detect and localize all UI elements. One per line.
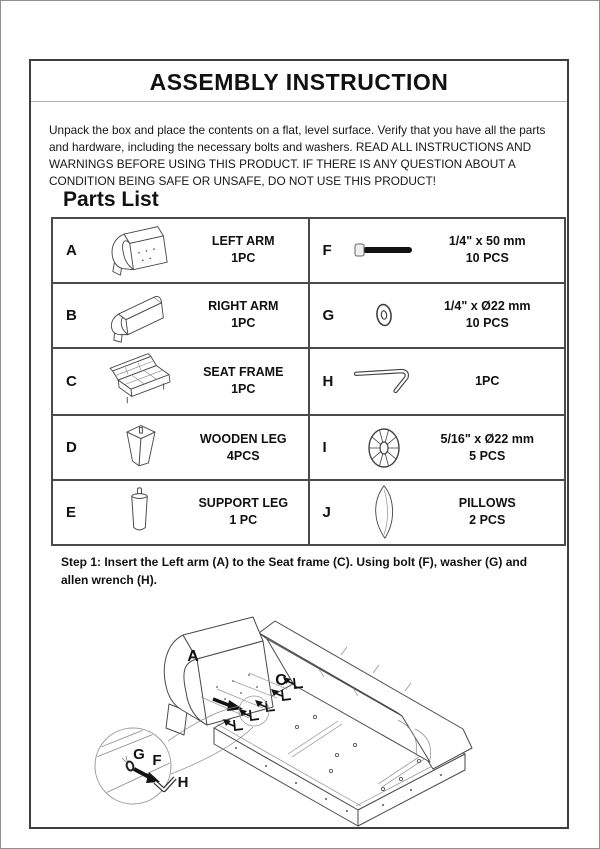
part-cell-f <box>310 219 565 282</box>
part-letter: B <box>66 306 77 324</box>
page-frame <box>29 59 569 829</box>
part-letter: G <box>322 306 335 324</box>
part-name: RIGHT ARM <box>208 299 279 314</box>
spoked-washer-icon <box>349 421 419 475</box>
part-letter: F <box>322 241 332 259</box>
part-qty: 1PC <box>231 382 256 397</box>
part-cell-g <box>310 284 565 347</box>
part-cell-a <box>53 219 308 282</box>
page-title: ASSEMBLY INSTRUCTION <box>31 61 567 102</box>
part-cell-j <box>310 481 565 544</box>
diagram-label-g: G <box>133 746 145 763</box>
part-cell-h <box>310 349 565 414</box>
part-letter: H <box>322 372 334 390</box>
bolt-icon <box>349 237 419 263</box>
diagram-label-h: H <box>177 774 189 791</box>
support-leg-icon <box>92 483 187 541</box>
part-qty: 10 PCS <box>465 251 509 266</box>
part-letter: D <box>66 439 77 456</box>
part-letter: C <box>66 372 77 390</box>
left-arm-icon <box>92 221 187 279</box>
part-name: SEAT FRAME <box>203 365 284 380</box>
wooden-leg-icon <box>92 419 187 477</box>
part-qty: 10 PCS <box>465 316 509 331</box>
part-qty: 1PC <box>231 251 256 266</box>
part-qty: 2 PCS <box>469 513 506 528</box>
part-name: 1PC <box>475 373 500 388</box>
intro-paragraph: Unpack the box and place the contents on a flat, level surface. Verify that you have all the parts and hardware, including the necessary bolts and washers. READ ALL INSTRUCTIONS AND WARNINGS BEFORE USING THIS PRODUCT. IF THERE IS ANY QUESTION ABOUT A CONDITION BEING SAFE OR UNSAFE, DO NOT USE THIS PRODUCT! <box>49 123 546 188</box>
parts-table <box>51 217 566 546</box>
washer-icon <box>349 295 419 335</box>
part-cell-d <box>53 416 308 479</box>
seat-frame-icon <box>92 351 187 411</box>
part-letter: J <box>322 503 331 521</box>
table-row <box>52 348 565 415</box>
part-name: WOODEN LEG <box>199 431 287 446</box>
diagram-label-f: F <box>152 752 162 769</box>
part-name: PILLOWS <box>458 496 516 511</box>
part-name: 1/4" x Ø22 mm <box>443 299 531 314</box>
part-cell-i <box>310 416 565 479</box>
part-letter: E <box>66 503 77 521</box>
right-arm-icon <box>92 286 187 344</box>
part-cell-b <box>53 284 308 347</box>
part-cell-c <box>53 349 308 414</box>
part-qty: 5 PCS <box>469 448 506 463</box>
part-qty: 4PCS <box>226 448 260 463</box>
part-letter: I <box>322 439 327 456</box>
part-cell-e <box>53 481 308 544</box>
table-row <box>52 283 565 348</box>
part-qty: 1 PC <box>229 513 258 528</box>
part-name: 5/16" x Ø22 mm <box>440 431 534 446</box>
part-letter: A <box>66 241 77 259</box>
part-name: SUPPORT LEG <box>198 496 289 511</box>
pillow-icon <box>349 483 419 541</box>
parts-list-heading: Parts List <box>63 188 159 211</box>
step1-instruction: Step 1: Insert the Left arm (A) to the Seat frame (C). Using bolt (F), washer (G) and allen wrench (H). <box>61 555 528 587</box>
part-name: 1/4" x 50 mm <box>448 234 526 249</box>
assembly-diagram <box>31 599 567 829</box>
diagram-label-a: A <box>187 648 199 665</box>
table-row <box>52 415 565 480</box>
table-row <box>52 480 565 545</box>
table-row <box>52 218 565 283</box>
part-qty: 1PC <box>231 316 256 331</box>
part-name: LEFT ARM <box>211 234 275 249</box>
allen-wrench-icon <box>349 362 419 400</box>
diagram-label-c: C <box>275 672 287 689</box>
